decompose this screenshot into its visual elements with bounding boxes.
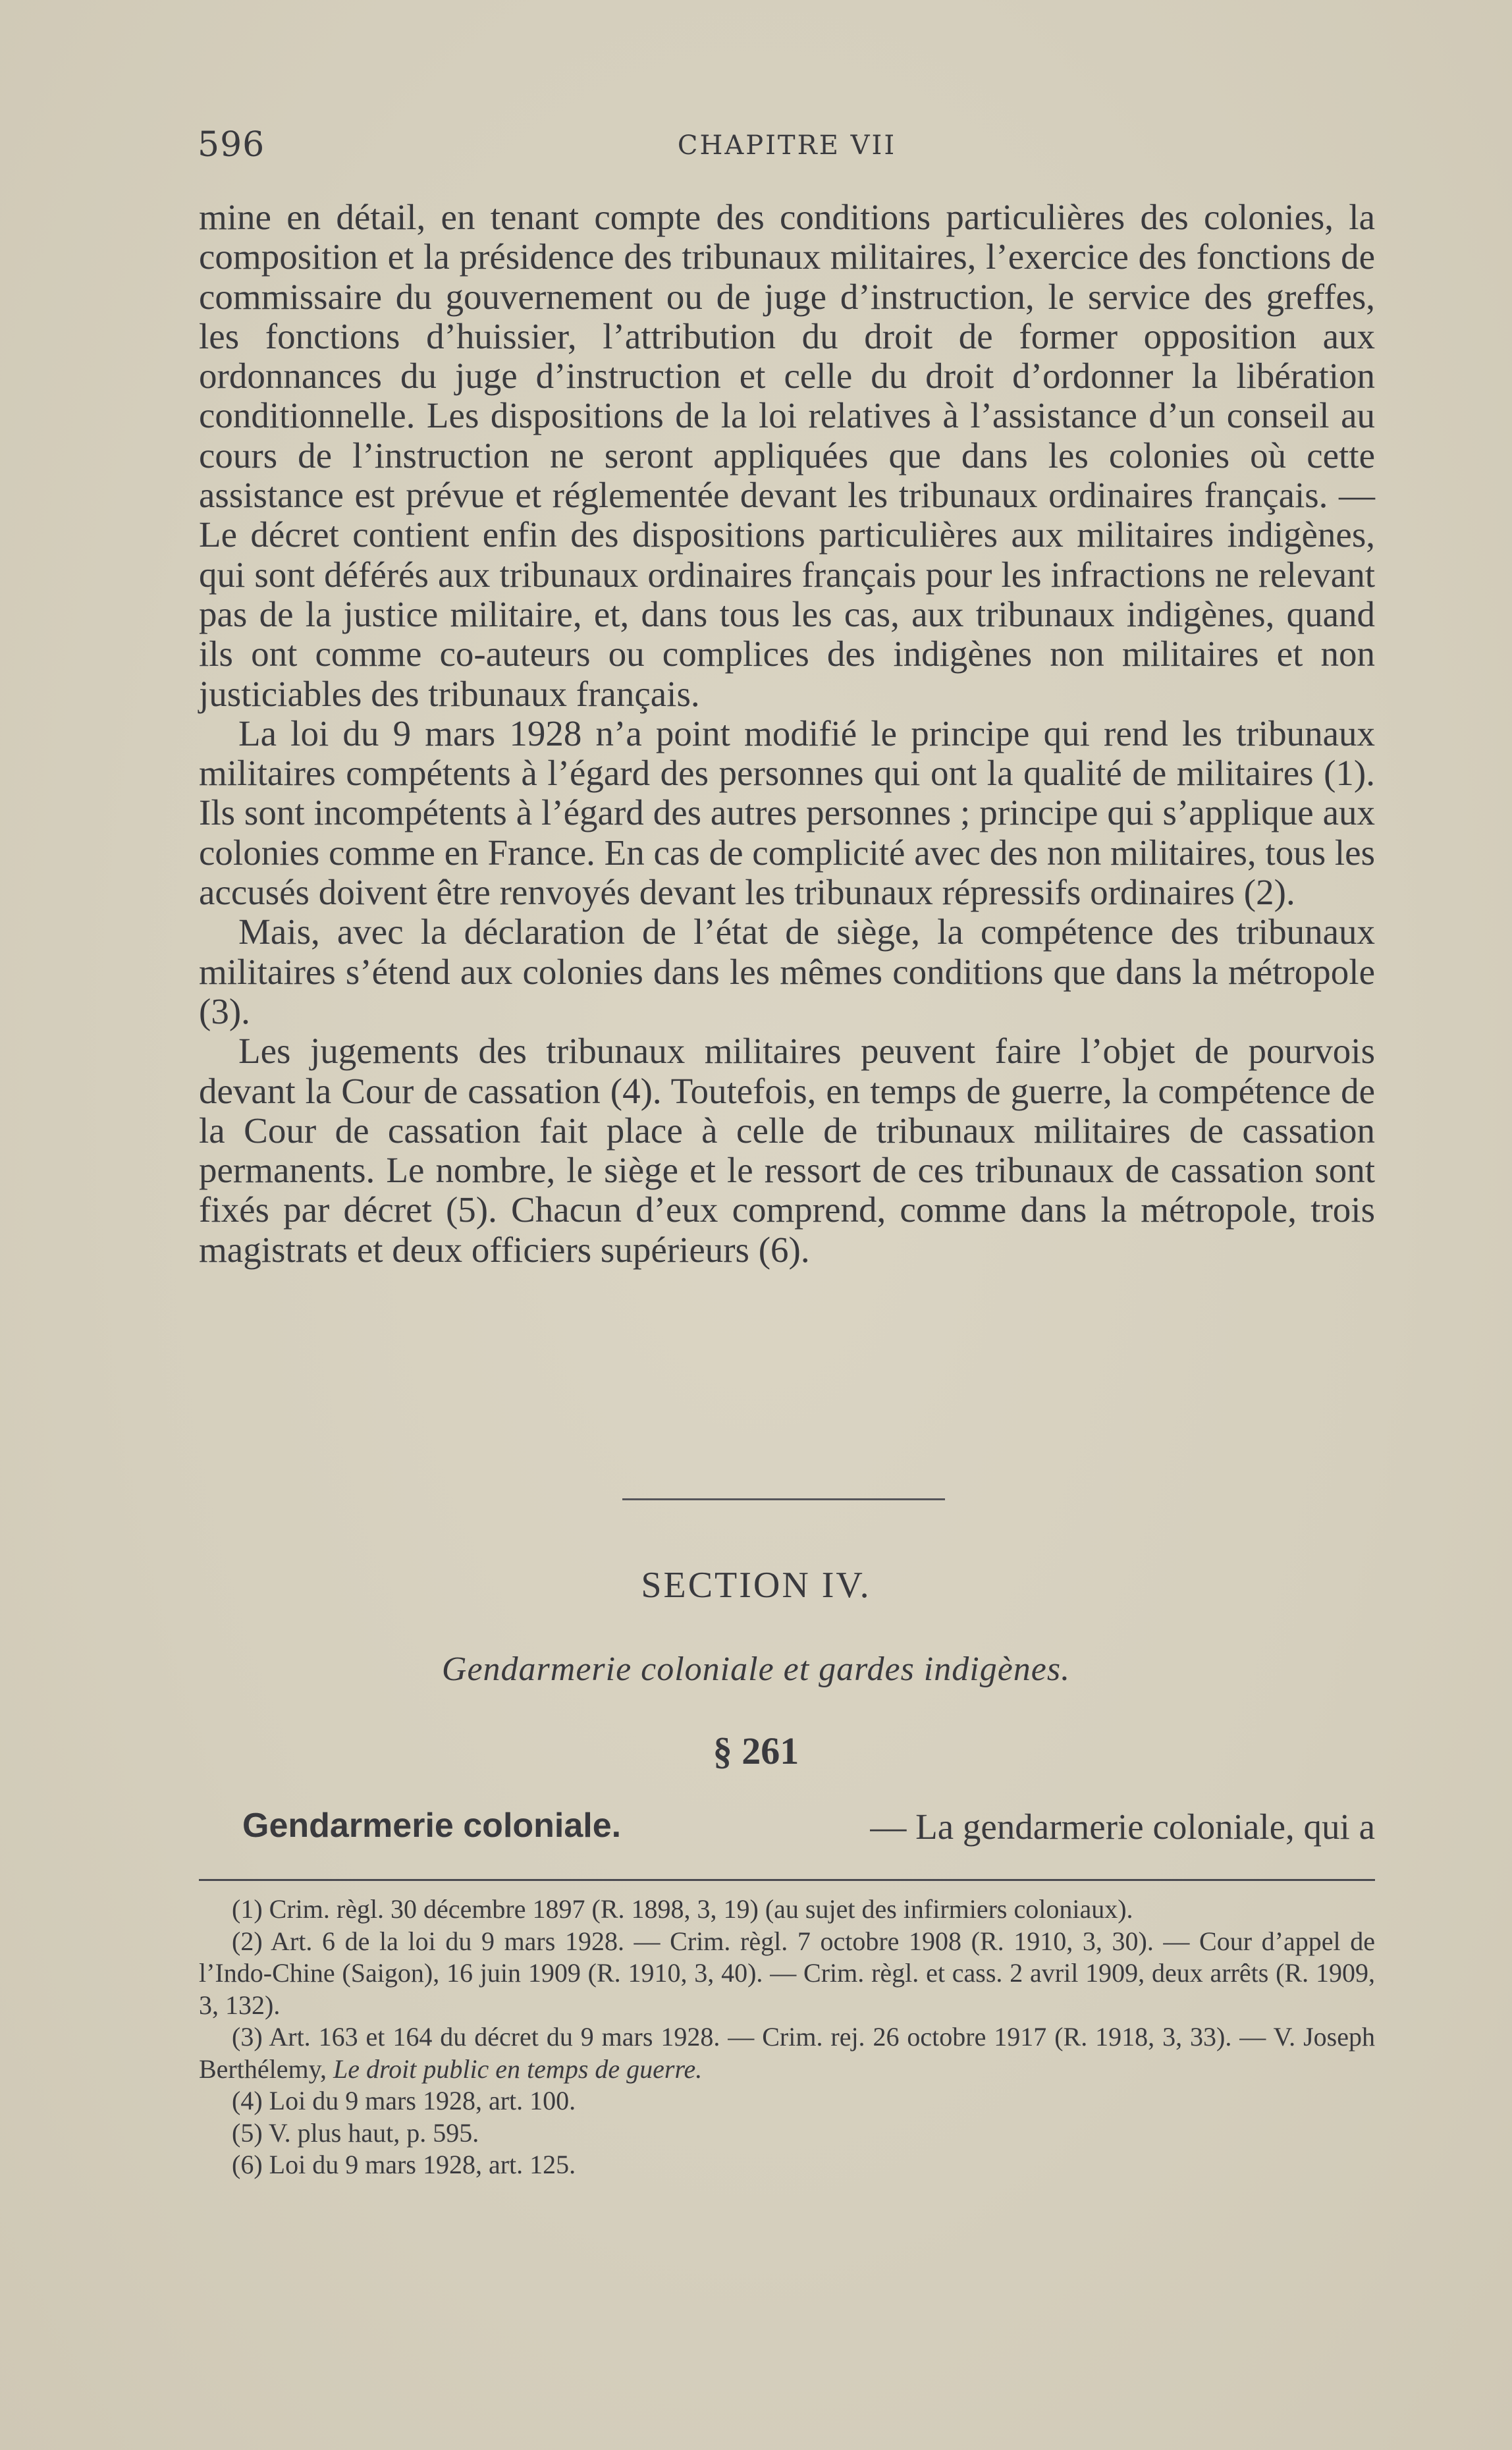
footnote-3 — [199, 2021, 1375, 2085]
page-number: 596 — [198, 125, 265, 165]
main-text — [199, 198, 1375, 1270]
gendarmerie-paragraph-start — [242, 1806, 1375, 1847]
footnote-3-text: (3) Art. 163 et 164 du décret du 9 mars 1928. — Crim. rej. 26 octobre 1917 (R. 1918, 3, 33). — V. Joseph Berthélemy, — [199, 2022, 1375, 2084]
paragraph-etat-de-siege: Mais, avec la déclaration de l’état de siège, la compétence des tribunaux militaires s’étend aux colonies dans les mêmes conditions que dans la métropole (3). — [199, 912, 1375, 1031]
footnotes — [199, 1893, 1375, 2181]
paragraph-number: § 261 — [713, 1729, 799, 1772]
page-header — [198, 125, 1376, 171]
paragraph-loi-1928: La loi du 9 mars 1928 n’a point modifié le principe qui rend les tribunaux militaires compétents à l’égard des personnes qui ont la qualité de militaires (1). Ils sont incompétents à l’égard des autres personnes ; principe qui s’applique aux colonies comme en France. En cas de complicité avec des non militaires, tous les accusés doivent être renvoyés devant les tribunaux répressifs ordinaires (2). — [199, 713, 1375, 913]
gendarmerie-lead-text: — La gendarmerie coloniale, qui a — [870, 1807, 1375, 1847]
gendarmerie-lead-bold: Gendarmerie coloniale. — [242, 1807, 622, 1845]
paragraph-jugements: Les jugements des tribunaux militaires peuvent faire l’objet de pourvois devant la Cour de cassation (4). Toutefois, en temps de guerre, la compétence de la Cour de cassation fait place à celle de tribunaux militaires de cassation permanents. Le nombre, le siège et le ressort de ces tribunaux de cassation sont fixés par décret (5). Chacun d’eux comprend, comme dans la métropole, trois magistrats et deux officiers supérieurs (6). — [199, 1031, 1375, 1270]
footnote-3-title: Le droit public en temps de guerre. — [333, 2054, 703, 2084]
footnote-6: (6) Loi du 9 mars 1928, art. 125. — [232, 2150, 576, 2179]
footnote-5: (5) V. plus haut, p. 595. — [232, 2117, 479, 2148]
section-divider — [622, 1498, 945, 1500]
section-subtitle: Gendarmerie coloniale et gardes indigènes. — [441, 1650, 1071, 1688]
footnote-1: (1) Crim. règl. 30 décembre 1897 (R. 1898, 3, 19) (au sujet des infirmiers coloniaux). — [232, 1894, 1133, 1924]
footnote-4: (4) Loi du 9 mars 1928, art. 100. — [232, 2086, 576, 2115]
footnote-rule — [199, 1879, 1375, 1881]
footnote-2: (2) Art. 6 de la loi du 9 mars 1928. — Crim. règl. 7 octobre 1908 (R. 1910, 3, 30). — Cour d’appel de l’Indo-Chine (Saigon), 16 juin 1909 (R. 1910, 3, 40). — Crim. règl. et cass. 2 avril 1909, deux arrêts (R. 1909, 3, 132). — [199, 1926, 1375, 2020]
section-title: SECTION IV. — [641, 1565, 871, 1606]
paragraph-continued: mine en détail, en tenant compte des conditions particulières des colonies, la composition et la présidence des tribunaux militaires, l’exercice des fonctions de commissaire du gouvernement ou de juge d’instruction, le service des greffes, les fonctions d’huissier, l’attribution du droit de former opposition aux ordonnances du juge d’instruction et celle du droit d’ordonner la libération conditionnelle. Les dispositions de la loi relatives à l’assistance d’un conseil au cours de l’instruction ne seront appliquées que dans les colonies où cette assistance est prévue et réglementée devant les tribunaux ordinaires français. — Le décret contient enfin des dispositions particulières aux militaires indigènes, qui sont déférés aux tribunaux ordinaires français pour les infractions ne relevant pas de la justice militaire, et, dans tous les cas, aux tribunaux indigènes, quand ils ont comme co-auteurs ou complices des indigènes non militaires et non justiciables des tribunaux français. — [199, 197, 1375, 714]
running-head: CHAPITRE VII — [677, 130, 897, 161]
